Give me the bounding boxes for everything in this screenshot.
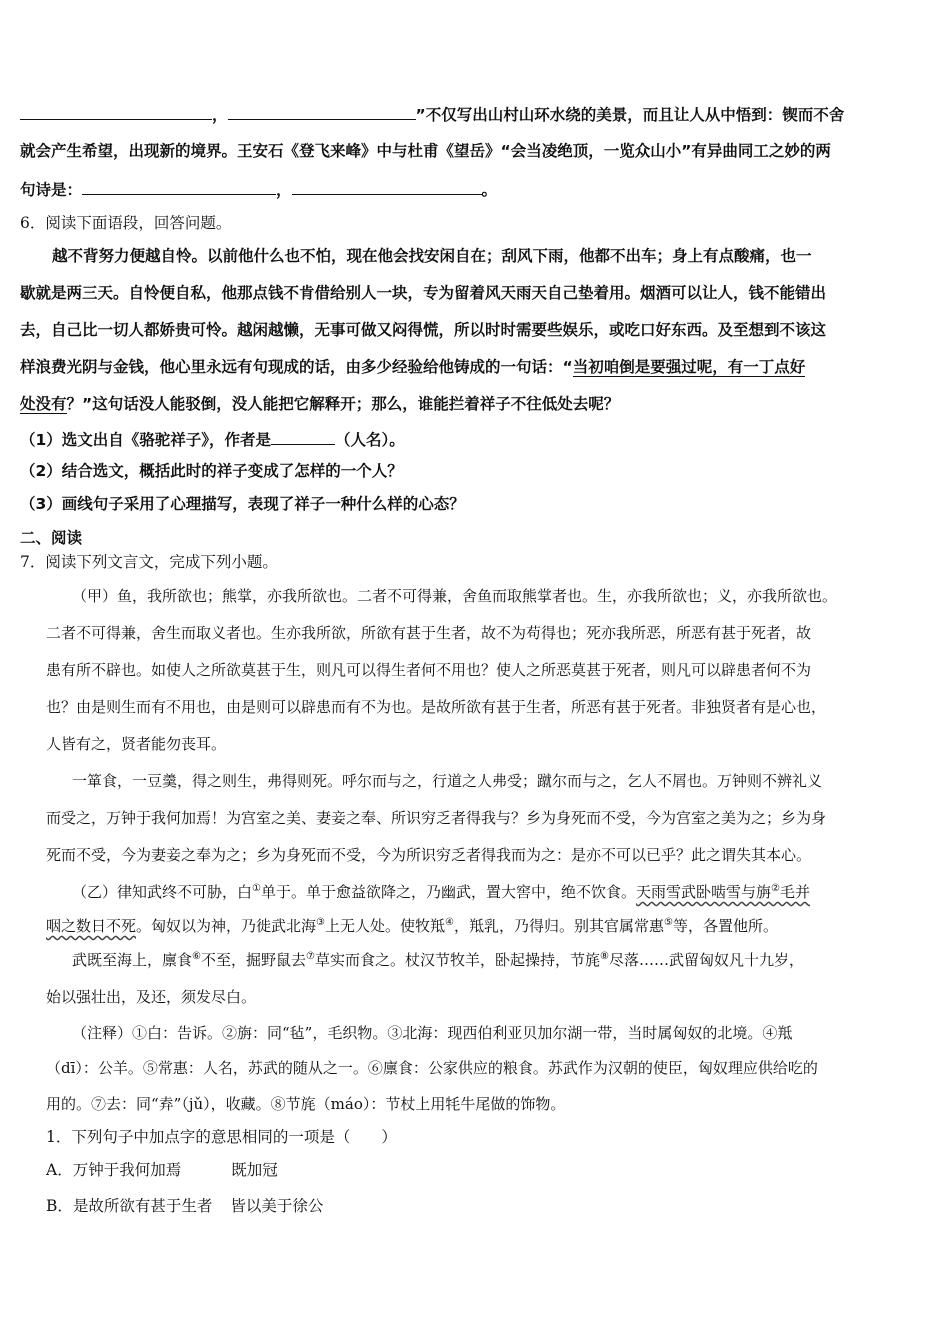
q6-passage-line [20, 394, 619, 414]
wavy-underlined-sentence [636, 883, 810, 901]
note-marker: ⑤ [664, 917, 673, 928]
underlined-sentence: 处没有 [20, 395, 67, 413]
q6-sub2: （2）结合选文，概括此时的祥子变成了怎样的一个人？ [20, 462, 403, 480]
note-marker: ⑥ [192, 951, 201, 962]
underlined-sentence: 当初咱倒是要强过呢，有一丁点好 [572, 358, 806, 376]
note-marker: ④ [445, 917, 454, 928]
answer-blank[interactable] [292, 178, 482, 195]
passage-text: 武既至海上，廪食 [72, 951, 193, 969]
q6-sub3: （3）画线句子采用了心理描写，表现了祥子一种什么样的心态？ [20, 495, 465, 513]
q5-text: 。 [481, 181, 498, 199]
q6-passage-line [20, 357, 805, 377]
note-marker: ⑧ [599, 951, 609, 962]
q7-passage-line [72, 950, 804, 970]
q7-passage-line: 一箪食，一豆羹，得之则生，弗得则死。呼尔而与之，行道之人弗受；蹴尔而与之，乞人不屑也。万钟则不辨礼义 [72, 772, 823, 790]
passage-text: （乙）律知武终不可胁，白 [72, 883, 253, 901]
q7-passage-line: 死而不受，今为妻妾之奉为之；乡为身死而不受，今为所识穷乏者得我而为之：是亦不可以已乎？此之谓失其本心。 [46, 846, 812, 864]
q6-text: 样浪费光阴与金钱，他心里永远有句现成的话，由多少经验给他铸成的一句话：“ [20, 358, 573, 376]
note-marker: ⑦ [306, 951, 315, 962]
q6-sub-text: （1）选文出自《骆驼祥子》，作者是 [20, 431, 272, 449]
passage-text: ，羝乳，乃得归。别其官属常惠 [453, 917, 664, 935]
passage-text: 。匈奴以为神，乃徙武北海 [136, 917, 317, 935]
section-heading: 二、阅读 [20, 529, 83, 547]
passage-text: 尽落……武留匈奴凡十九岁， [608, 951, 804, 969]
q7-notes-line: 用的。⑦去：同“弆”（jǔ），收藏。⑧节旄（máo）：节杖上用牦牛尾做的饰物。 [46, 1095, 566, 1113]
q6-sub1 [20, 428, 405, 450]
comma: ， [276, 181, 292, 199]
q7-passage-line: 也？由是则生而有不用也，由是则可以辟患而有不为也。是故所欲有甚于生者，所恶有甚于死者。非独贤者有是心也， [46, 698, 827, 716]
q7-sub1-stem: 1．下列句子中加点字的意思相同的一项是（ ） [46, 1128, 397, 1146]
option-a[interactable] [46, 1160, 278, 1180]
passage-text: 毛并 [779, 883, 810, 901]
q7-passage-line: 人皆有之，贤者能勿丧耳。 [46, 735, 227, 753]
option-a-sentence: A．万钟于我何加焉 [46, 1161, 182, 1179]
q7-passage-line: （甲）鱼，我所欲也；熊掌，亦我所欲也。二者不可得兼，舍鱼而取熊掌者也。生，亦我所欲也；义，亦我所欲也。 [72, 587, 838, 605]
q6-text: ？”这句话没人能驳倒，没人能把它解释开；那么，谁能拦着祥子不往低处去呢？ [66, 395, 620, 413]
option-b[interactable] [46, 1196, 323, 1216]
option-b-sentence: B．是故所欲有甚于生者 [46, 1197, 213, 1215]
answer-blank[interactable] [20, 103, 212, 120]
q7-notes-line: （注释）①白：告诉。②旃：同“毡”，毛织物。③北海：现西伯利亚贝加尔湖一带，当时属匈奴的北境。④羝 [72, 1024, 793, 1042]
q5-line-2: 就会产生希望，出现新的境界。王安石《登飞来峰》中与杜甫《望岳》“会当凌绝顶，一览众山小”有异曲同工之妙的两 [20, 142, 831, 160]
comma: ， [212, 106, 228, 124]
q6-stem: 6．阅读下面语段，回答问题。 [20, 214, 232, 232]
answer-blank[interactable] [271, 428, 335, 445]
note-marker: ① [252, 883, 261, 894]
q7-stem: 7．阅读下列文言文，完成下列小题。 [20, 553, 278, 571]
answer-blank[interactable] [82, 178, 276, 195]
passage-text: 单于。单于愈益欲降之，乃幽武，置大窖中，绝不饮食。 [260, 883, 636, 901]
q7-passage-line: 而受之，万钟于我何加焉！为宫室之美、妻妾之奉、所识穷乏者得我与？乡为身死而不受，今为宫室之美为之；乡为身 [46, 809, 827, 827]
q5-text: ”不仅写出山村山环水绕的美景，而且让人从中悟到：锲而不舍 [415, 106, 845, 124]
option-a-pair: 既加冠 [231, 1161, 278, 1179]
q5-line-1 [20, 103, 844, 125]
q6-passage-line: 去，自己比一切人都娇贵可怜。越闲越懒，无事可做又闷得慌，所以时时需要些娱乐，或吃口好东西。及至想到不该这 [20, 321, 827, 339]
q7-notes-line: （dī）：公羊。⑤常惠：人名，苏武的随从之一。⑥廪食：公家供应的粮食。苏武作为汉朝的使臣，匈奴理应供给吃的 [46, 1059, 818, 1077]
q6-passage-line: 越不背努力便越自怜。以前他什么也不怕，现在他会找安闲自在；刮风下雨，他都不出车；身上有点酸痛，也一 [52, 247, 812, 265]
note-marker: ② [771, 883, 780, 894]
passage-text: 等，各置他所。 [672, 917, 778, 935]
q7-passage-line [72, 882, 810, 902]
q7-passage-line: 二者不可得兼，舍生而取义者也。生亦我所欲，所欲有甚于生者，故不为苟得也；死亦我所恶，所恶有甚于死者，故 [46, 624, 812, 642]
wavy-underlined-sentence: 咽之数日不死 [46, 917, 137, 935]
q7-passage-line [46, 916, 778, 936]
option-b-pair: 皆以美于徐公 [230, 1197, 324, 1215]
q7-passage-line: 始以强壮出，及还，须发尽白。 [46, 988, 257, 1006]
passage-text: 天雨雪武卧啮雪与旃 [636, 883, 772, 901]
answer-blank[interactable] [228, 103, 416, 120]
passage-text: 上无人处。使牧羝 [325, 917, 446, 935]
note-marker: ③ [316, 917, 325, 928]
q7-passage-line: 患有所不辟也。如使人之所欲莫甚于生，则凡可以得生者何不用也？使人之所恶莫甚于死者，则凡可以辟患者何不为 [46, 661, 812, 679]
q6-sub-text: （人名）。 [335, 431, 405, 449]
q5-text: 句诗是： [20, 181, 83, 199]
passage-text: 不至，掘野鼠去 [200, 951, 306, 969]
passage-text: 草实而食之。杖汉节牧羊，卧起操持，节旄 [314, 951, 600, 969]
q6-passage-line: 歇就是两三天。自怜便自私，他那点钱不肯借给别人一块，专为留着风天雨天自己垫着用。烟酒可以让人，钱不能错出 [20, 284, 827, 302]
q5-line-3 [20, 178, 497, 200]
